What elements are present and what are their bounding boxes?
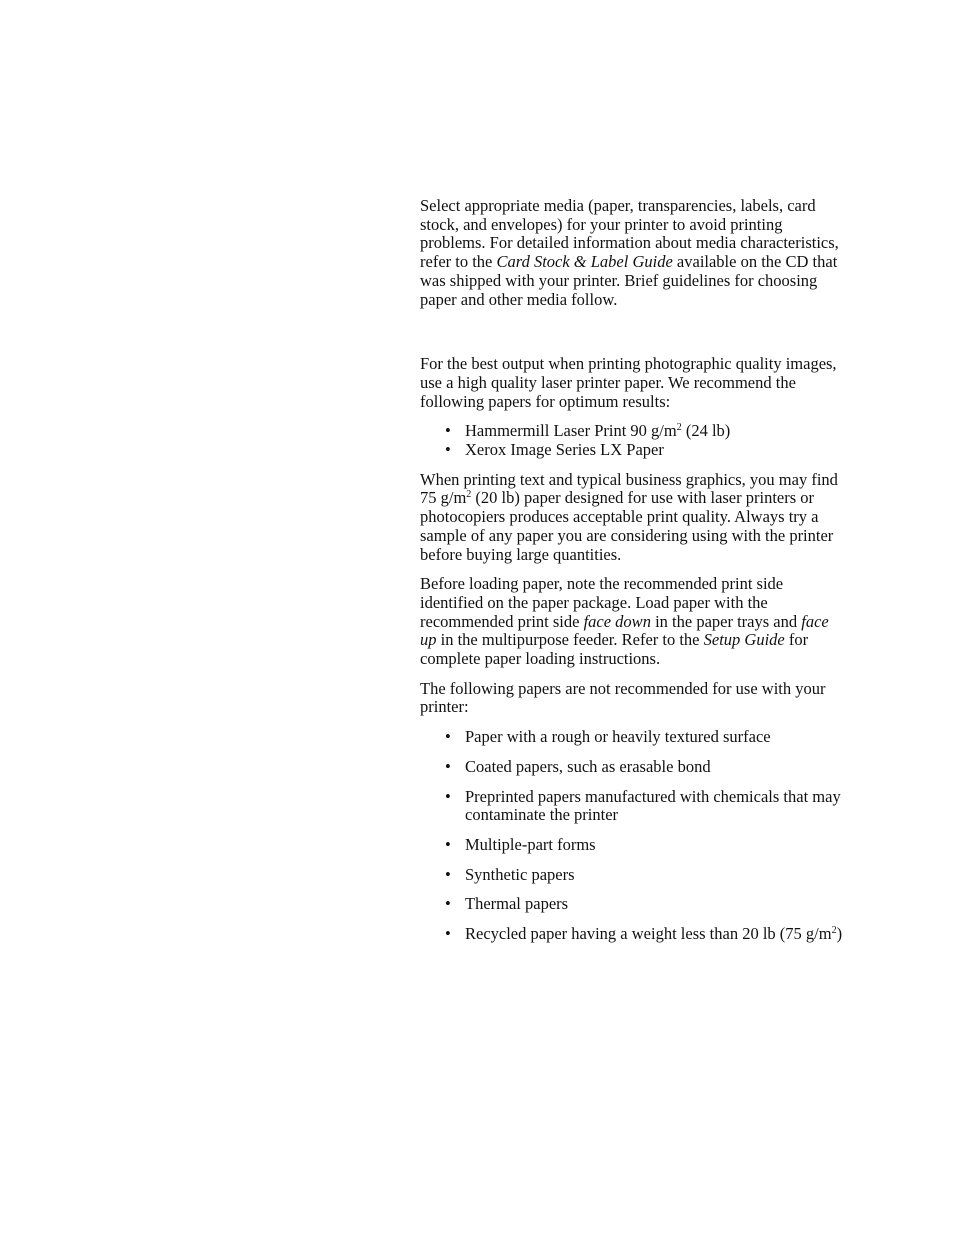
- business-graphics-paragraph: When printing text and typical business graphics, you may find 75 $g/m^2$ (20 lb) paper designed for use with laser printers or photocopiers produces acceptable print quality. Always try a sample of any paper you are considering using with the printer before buying large quantities.: [420, 469, 838, 564]
- list-item: • Xerox Image Series LX Paper: [465, 441, 844, 460]
- list-item: • Coated papers, such as erasable bond: [465, 758, 844, 777]
- recommended-papers-list: [420, 422, 844, 459]
- list-item: • Paper with a rough or heavily textured surface: [465, 728, 844, 747]
- list-item: • Hammermill Laser Print 90 $g/m^2$ (24 lb): [465, 422, 844, 441]
- intro-text-end: available on the CD that was shipped with your printer. Brief guidelines for choosing paper and other media follow.: [420, 252, 838, 309]
- list-item: • Thermal papers: [465, 895, 844, 914]
- not-recommended-intro: The following papers are not recommended for use with your printer:: [420, 678, 826, 717]
- face-down-emphasis: face down: [583, 611, 651, 631]
- loading-paper-paragraph: Before loading paper, note the recommended print side identified on the paper package. Load paper with the recommended print side face down in the paper trays and face up in the multipurpose feeder. Refer to the Setup Guide for complete paper loading instructions.: [420, 574, 829, 669]
- setup-guide-title: Setup Guide: [703, 630, 785, 650]
- intro-paragraph: [420, 197, 844, 309]
- list-item: • Recycled paper having a weight less than 20 lb (75 $g/m^2$): [465, 925, 844, 944]
- card-stock-guide-title: Card Stock & Label Guide: [496, 252, 673, 272]
- list-item: • Multiple-part forms: [465, 836, 844, 855]
- face-up-emphasis: face up: [420, 611, 829, 650]
- intro-text-start: Select appropriate media (paper, transparencies, labels, card stock, and envelopes) for your printer to avoid printing problems. For detailed information about media characteristics, refer to the: [420, 196, 839, 272]
- list-item: • Synthetic papers: [465, 866, 844, 885]
- photo-quality-paragraph: For the best output when printing photographic quality images, use a high quality laser printer paper. We recommend the following papers for optimum results:: [420, 354, 837, 411]
- content-column: [420, 197, 844, 955]
- list-item: • Preprinted papers manufactured with chemicals that may contaminate the printer: [465, 788, 844, 825]
- not-recommended-list: [420, 728, 844, 944]
